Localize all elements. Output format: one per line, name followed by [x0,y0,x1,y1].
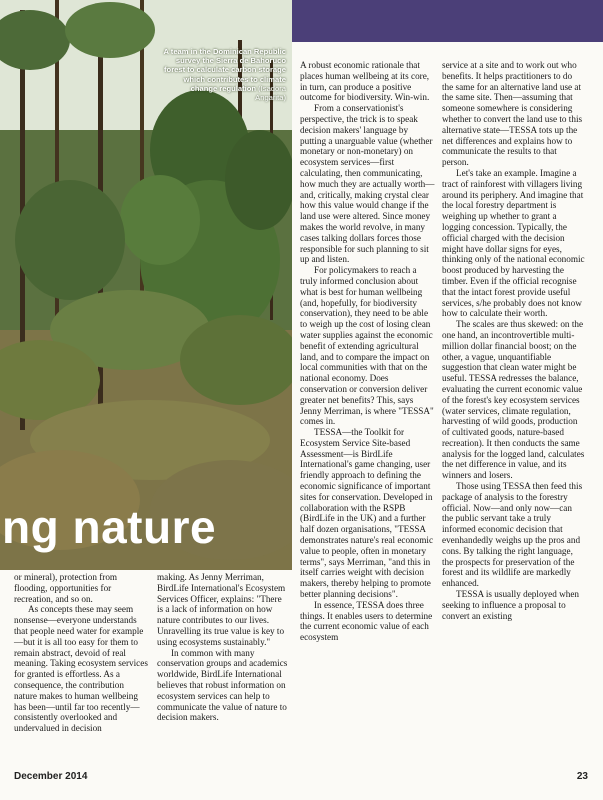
article-column-1 [14,572,149,734]
paragraph: service at a site and to work out who benefits. It helps practitioners to do the same for an alternative land use at the same site. Then—assuming that someone somewhere is considering whether to convert the land use to this alternative state—TESSA tots up the net differences and explains how to communicate the results to that person. [442,60,583,168]
paragraph: For policymakers to reach a truly informed conclusion about what is best for human wellbeing (and, hopefully, for biodiversity conservation), they need to be able to weigh up the cost of losing clean water supplies against the economic benefit of extending agricultural land, and to compare the impact on local communities with that on the national economy. Does conservation or conversion deliver greater net benefits? This, says Jenny Merriman, is where "TESSA" comes in. [300,265,434,427]
paragraph: From a conservationist's perspective, the trick is to speak decision makers' language by putting a unarguable value (whether monetary or non-monetary) on ecosystem services—first calculating, then communicating, how much they are actually worth—and, critically, making crystal clear how this value would change if the land use were altered. Since money makes the world revolve, in many cases talking dollars forces those responsible for such planning to sit up and listen. [300,103,435,265]
header-color-bar [292,0,603,42]
paragraph: TESSA is usually deployed when seeking to influence a proposal to convert an existing [442,589,580,621]
paragraph: The scales are thus skewed: on the one hand, an incontrovertible multi-million dollar financial boost; on the other, a vague, unquantifiable suggestion that clean water might be useful. TESSA redresses the balance, evaluating the current economic value of the forest's key ecosystem services (water services, climate regulation, harvesting of wild goods, production of cultivated goods, nature-based recreation). It then conducts the same analysis for the logged land, calculates the net difference in value, and its winners and losers. [442,319,585,481]
paragraph: Let's take an example. Imagine a tract of rainforest with villagers living around its periphery. And imagine that the local forestry department is weighing up whether to grant a logging concession. Typically, the official charged with the decision might have dollar signs for eyes, thinking only of the national economic boost produced by harvesting the timber. Even if the official recognise that the intact forest provide useful services, s/he probably does not know how to calculate their worth. [442,167,585,319]
paragraph: making. As Jenny Merriman, BirdLife International's Ecosystem Services Officer, explains: "There is a lack of information on how nature contributes to our lives. Unravelling its true value is key to using ecosystems sustainably." [157,572,286,647]
photo-caption-text: A team in the Dominican Republic survey the Sierra de Bahoruco forest to calculate carbon storage which contributes to climate change regulation [163,47,286,93]
paragraph: As concepts these may seem nonsense—everyone understands that people need water for example—but it is all too easy for them to remain abstract, devoid of real meaning. Taking ecosystem services for granted is effortless. As a consequence, the contribution nature makes to human wellbeing has been—until far too recently—consistently overlooked and undervalued in decision [14,604,148,734]
paragraph: In essence, TESSA does three things. It enables users to determine the current economic value of each ecosystem [300,599,433,643]
paragraph: A robust economic rationale that places human wellbeing at its core, in turn, can produce a positive outcome for biodiversity. Win-win. [300,60,430,103]
headline-fragment: ng nature [2,501,217,553]
paragraph: Those using TESSA then feed this package of analysis to the forestry official. Now—and only now—can the public servant take a truly informed economic decision that evenhandedly weighs up the pros and cons. By talking the right language, the prospects for preservation of the forest and its wildlife are markedly enhanced. [442,481,583,589]
paragraph: or mineral), protection from flooding, opportunities for recreation, and so on. [14,572,118,604]
paragraph: TESSA—the Toolkit for Ecosystem Service Site-based Assessment—is BirdLife International's game changing, user friendly approach to defining the economic significance of important sites for conservation. Developed in collaboration with the RSPB (BirdLife in the UK) and a further half dozen organisations, "TESSA demonstrates nature's real economic value to people, often in monetary terms", says Merriman, "and this in itself carries weight with decision makers, thereby helping to promote better planning decisions". [300,427,434,600]
photo-credit: (Isadora Angarita) [255,83,286,103]
photo-caption [160,47,286,102]
page-number: 23 [576,771,588,782]
article-column-3 [300,60,435,643]
issue-date: December 2014 [14,771,88,782]
article-column-4 [442,60,585,621]
article-column-2 [157,572,288,723]
paragraph: In common with many conservation groups and academics worldwide, BirdLife International believes that robust information on ecosystem services can help to communicate the value of nature to decision makers. [157,647,288,723]
